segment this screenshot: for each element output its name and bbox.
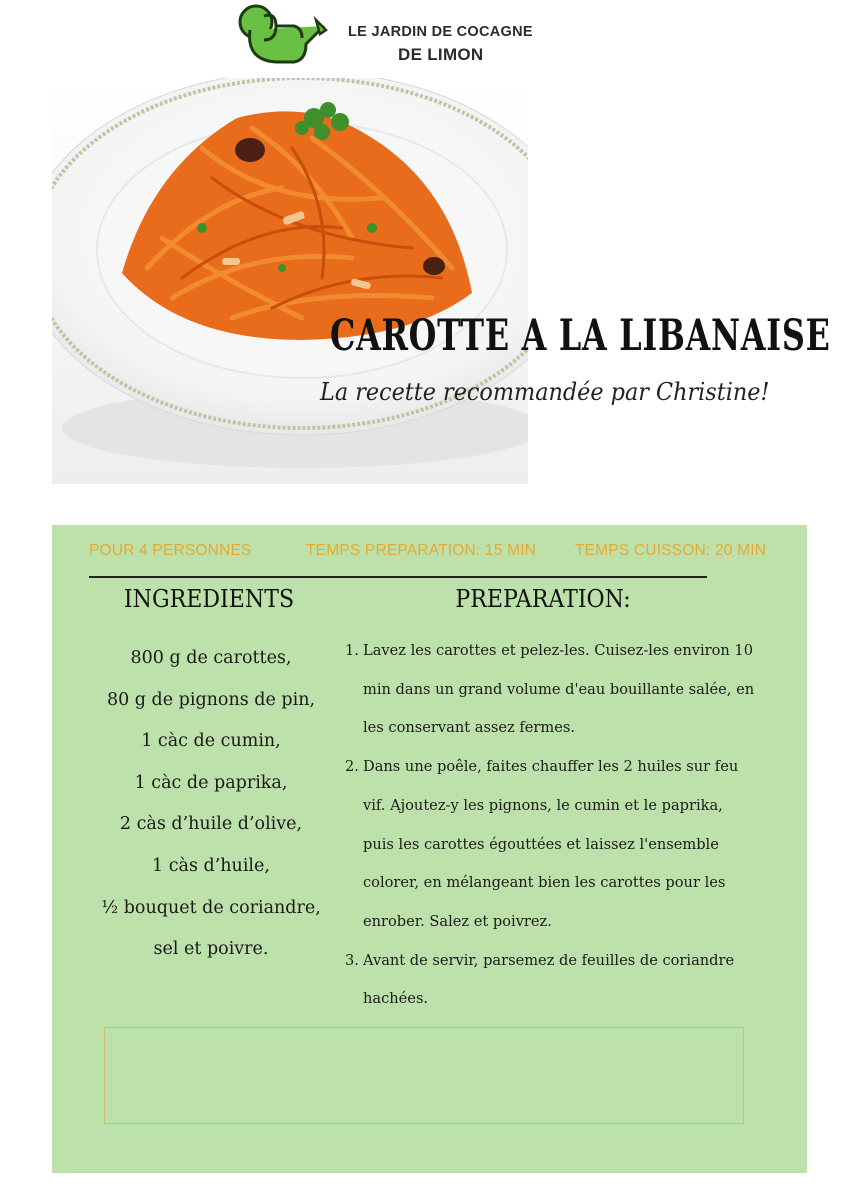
step-number: 3. [345, 951, 359, 969]
ingredient-item: 80 g de pignons de pin, [106, 689, 316, 710]
step-line: hachées. [363, 990, 429, 1008]
cook-time-label: TEMPS CUISSON: 20 MIN [575, 542, 767, 559]
preparation-step-1 [345, 632, 765, 748]
step-line: Lavez les carottes et pelez-les. Cuisez-les environ 10 [363, 642, 754, 659]
ingredient-item: 800 g de carottes, [130, 648, 292, 668]
ingredient-item: 1 càc de paprika, [134, 772, 288, 793]
step-line: enrober. Salez et poivrez. [363, 912, 552, 930]
recipe-title: CAROTTE A LA LIBANAISE [330, 311, 831, 361]
ingredients-heading: INGREDIENTS [123, 585, 295, 613]
watering-can-logo-icon [236, 4, 328, 68]
ingredient-item: ½ bouquet de coriandre, [101, 897, 321, 918]
step-line: puis les carottes égouttées et laissez l'ensemble [363, 835, 719, 853]
step-line: colorer, en mélangeant bien les carottes pour les [363, 874, 726, 892]
step-line: min dans un grand volume d'eau bouillante salée, en [363, 680, 755, 698]
divider [89, 576, 707, 578]
brand-name-line2: DE LIMON [398, 45, 484, 64]
ingredient-item: 2 càs d’huile d’olive, [119, 814, 303, 835]
notes-box [104, 1027, 744, 1124]
prep-time-label: TEMPS PREPARATION: 15 MIN [306, 542, 537, 559]
ingredient-item: 1 càc de cumin, [141, 731, 281, 752]
step-line: Dans une poêle, faites chauffer les 2 huiles sur feu [363, 758, 739, 776]
recipe-subtitle: La recette recommandée par Christine! [320, 378, 770, 406]
preparation-heading: PREPARATION: [455, 585, 631, 613]
preparation-steps [345, 632, 765, 1019]
ingredients-list [80, 638, 342, 971]
step-number: 1. [345, 642, 359, 659]
carrot-salad-photo [52, 78, 528, 484]
step-text [363, 748, 765, 942]
ingredient-item: 1 càs d’huile, [152, 855, 270, 876]
step-text [363, 942, 765, 1019]
step-line: Avant de servir, parsemez de feuilles de coriandre [363, 951, 735, 969]
servings-label: POUR 4 PERSONNES [89, 542, 252, 559]
preparation-step-3 [345, 942, 765, 1019]
brand-name-line1: LE JARDIN DE COCAGNE [348, 24, 533, 40]
step-number: 2. [345, 758, 359, 776]
step-line: les conservant assez fermes. [363, 719, 576, 737]
preparation-step-2 [345, 748, 765, 942]
step-line: vif. Ajoutez-y les pignons, le cumin et le paprika, [363, 796, 723, 814]
step-text [363, 632, 765, 748]
ingredient-item: sel et poivre. [153, 939, 269, 960]
